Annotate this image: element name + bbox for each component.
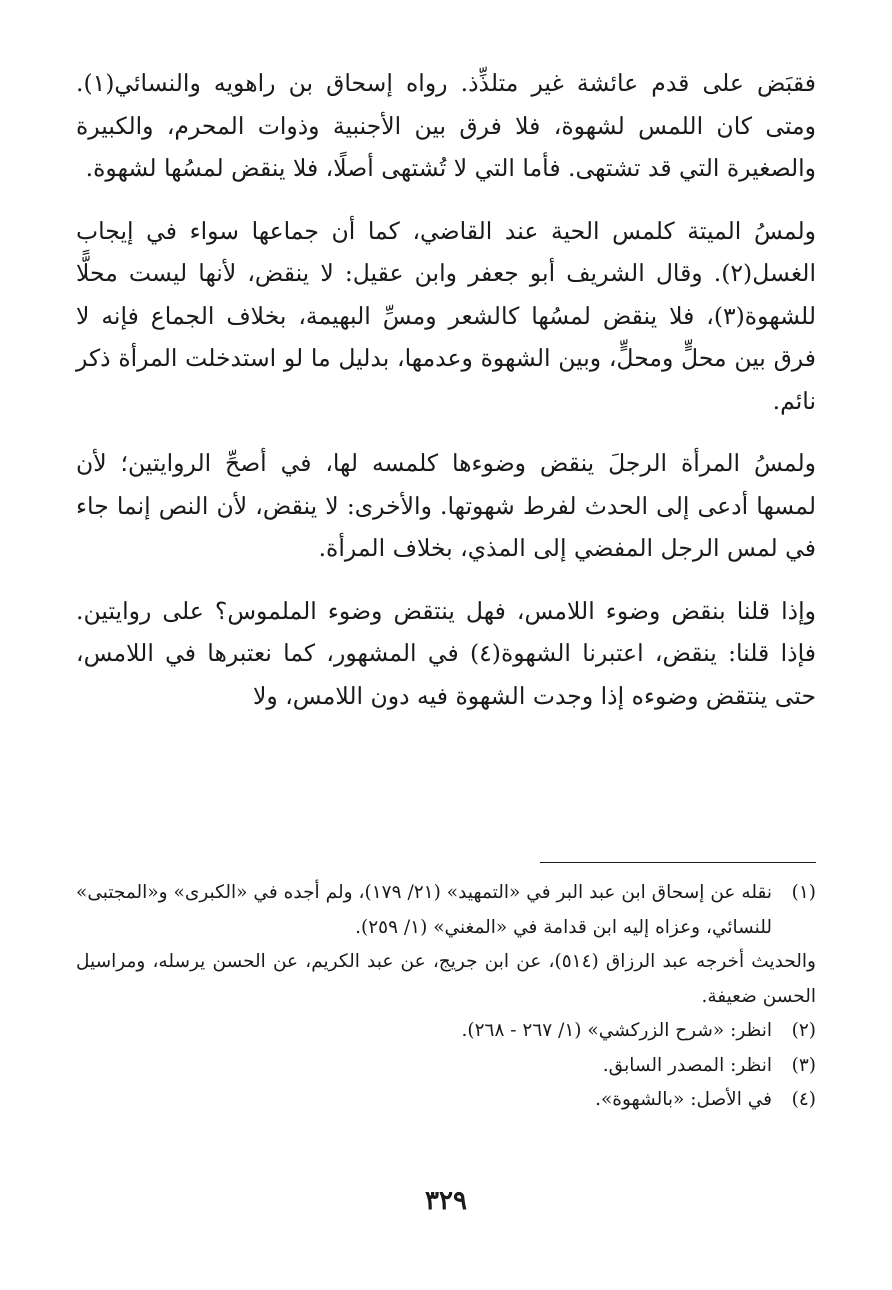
- footnote-4: [76, 1083, 816, 1118]
- footnote-text: انظر: «شرح الزركشي» (١/ ٢٦٧ - ٢٦٨).: [461, 1020, 772, 1041]
- page-number: ٣٢٩: [425, 1186, 467, 1216]
- footnote-number: (٣): [791, 1054, 816, 1076]
- footnotes: [76, 876, 816, 1118]
- page-body: [76, 62, 816, 717]
- main-text: [76, 62, 816, 717]
- separator-line: [540, 862, 816, 863]
- footnote-3: [76, 1049, 816, 1084]
- footnote-number: (٢): [791, 1020, 816, 1041]
- footnote-1-continuation: والحديث أخرجه عبد الرزاق (٥١٤)، عن ابن جريج، عن عبد الكريم، عن الحسن يرسله، ومراسيل الحسن ضعيفة.: [76, 951, 816, 1007]
- paragraph: وإذا قلنا بنقض وضوء اللامس، فهل ينتقض وضوء الملموس؟ على روايتين. فإذا قلنا: ينقض، اعتبرنا الشهوة(٤) في المشهور، كما نعتبرها في اللامس، حتى ينتقض وضوءه إذا وجدت الشهوة فيه دون اللامس، ولا: [76, 596, 816, 710]
- footnote-text: انظر: المصدر السابق.: [602, 1054, 772, 1076]
- paragraph: فقبَض على قدم عائشة غير متلذِّذ. رواه إسحاق بن راهويه والنسائي(١). ومتى كان اللمس لشهوة، فلا فرق بين الأجنبية وذوات المحرم، والكبيرة والصغيرة التي قد تشتهى. فأما التي لا تُشتهى أصلًا، فلا ينقض لمسُها لشهوة.: [76, 69, 816, 182]
- paragraph: ولمسُ المرأة الرجلَ ينقض وضوءها كلمسه لها، في أصحِّ الروايتين؛ لأن لمسها أدعى إلى الحدث لفرط شهوتها. والأخرى: لا ينقض، لأن النص إنما جاء في لمس الرجل المفضي إلى المذي، بخلاف المرأة.: [76, 449, 816, 562]
- footnote-number: (٤): [791, 1089, 816, 1110]
- footnote-1: [76, 876, 816, 945]
- footnote-number: (١): [791, 882, 816, 903]
- paragraph: ولمسُ الميتة كلمس الحية عند القاضي، كما أن جماعها سواء في إيجاب الغسل(٢). وقال الشريف أبو جعفر وابن عقيل: لا ينقض، لأنها ليست محلًّا للشهوة(٣)، فلا ينقض لمسُها كالشعر ومسِّ البهيمة، بخلاف الجماع فإنه لا فرق بين محلٍّ ومحلٍّ، وبين الشهوة وعدمها، بدليل ما لو استدخلت المرأة ذكر نائم.: [76, 216, 816, 415]
- footnote-text: في الأصل: «بالشهوة».: [595, 1089, 772, 1110]
- footnote-2: [76, 1014, 816, 1049]
- footnote-text: نقله عن إسحاق ابن عبد البر في «التمهيد» (٢١/ ١٧٩)، ولم أجده في «الكبرى» و«المجتبى» للنسائي، وعزاه إليه ابن قدامة في «المغني» (١/ ٢٥٩).: [76, 882, 772, 938]
